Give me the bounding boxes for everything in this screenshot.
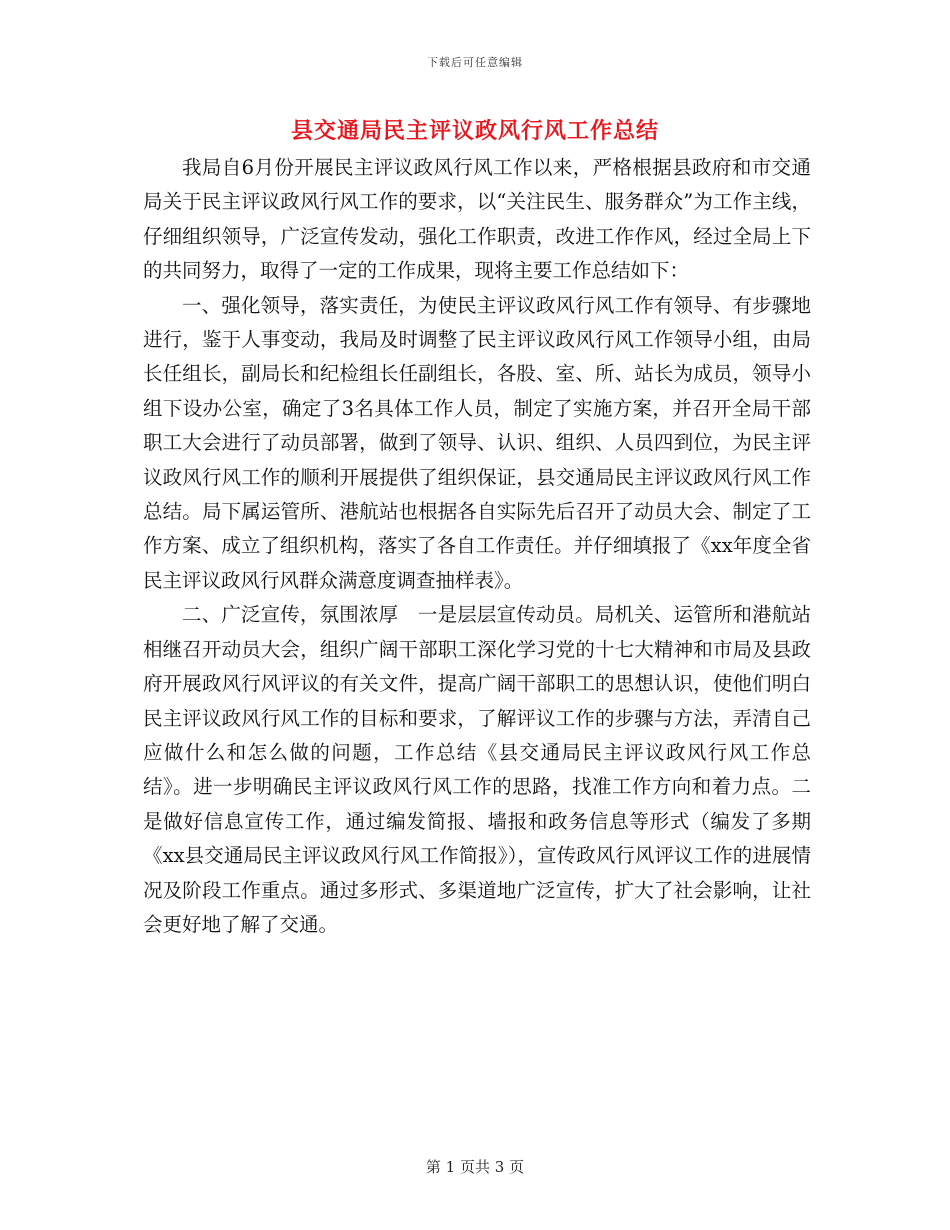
paragraph-section-1: 一、强化领导，落实责任，为使民主评议政风行风工作有领导、有步骤地进行，鉴于人事变动，我局及时调整了民主评议政风行风工作领导小组，由局长任组长，副局长和纪检组长任副组长，各股、室、所、站长为成员，领导小组下设办公室，确定了3名具体工作人员，制定了实施方案，并召开全局干部职工大会进行了动员部署，做到了领导、认识、组织、人员四到位，为民主评议政风行风工作的顺利开展提供了组织保证，县交通局民主评议政风行风工作总结。局下属运管所、港航站也根据各自实际先后召开了动员大会、制定了工作方案、成立了组织机构，落实了各自工作责任。并仔细填报了《xx年度全省民主评议政风行风群众满意度调查抽样表》。 [143,293,811,592]
paragraph-intro: 我局自6月份开展民主评议政风行风工作以来，严格根据县政府和市交通局关于民主评议政风行风工作的要求，以“关注民生、服务群众”为工作主线，仔细组织领导，广泛宣传发动，强化工作职责，改进工作作风，经过全局上下的共同努力，取得了一定的工作成果，现将主要工作总结如下： [143,156,811,283]
document-title: 县交通局民主评议政风行风工作总结 [290,118,659,144]
document-body [143,151,811,942]
header-note: 下载后可任意编辑 [427,56,523,69]
page-number: 第 1 页共 3 页 [425,1158,525,1176]
paragraph-section-2: 二、广泛宣传，氛围浓厚 一是层层宣传动员。局机关、运管所和港航站相继召开动员大会，组织广阔干部职工深化学习党的十七大精神和市局及县政府开展政风行风评议的有关文件，提高广阔干部职工的思想认识，使他们明白民主评议政风行风工作的目标和要求，了解评议工作的步骤与方法，弄清自己应做什么和怎么做的问题，工作总结《县交通局民主评议政风行风工作总结》。进一步明确民主评议政风行风工作的思路，找准工作方向和着力点。二是做好信息宣传工作，通过编发简报、墙报和政务信息等形式（编发了多期《xx县交通局民主评议政风行风工作简报》），宣传政风行风评议工作的进展情况及阶段工作重点。通过多形式、多渠道地广泛宣传，扩大了社会影响，让社会更好地了解了交通。 [143,603,811,936]
